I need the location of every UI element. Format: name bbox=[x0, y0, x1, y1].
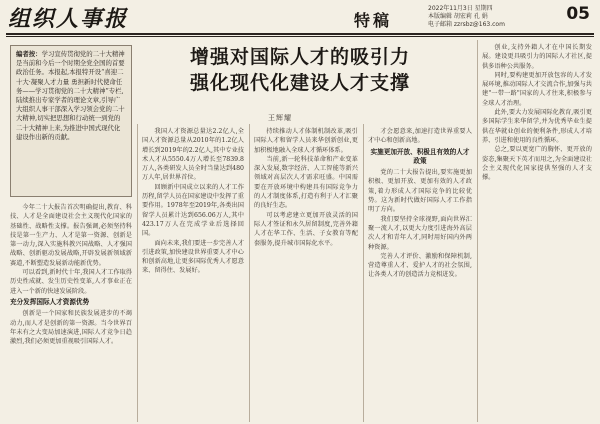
paragraph: 总之,要以更宽广的胸怀、更开放的姿态,集聚天下英才而用之,为全面建设社会主义现代化国家提供坚强的人才支撑。 bbox=[482, 146, 592, 182]
issue-meta bbox=[428, 5, 558, 29]
header-rule bbox=[6, 33, 594, 35]
paragraph: 面向未来,我们要进一步完善人才引进政策,加快建设世界重要人才中心和创新高地,让更多国际优秀人才愿意来、留得住、发展好。 bbox=[142, 239, 244, 275]
article-column-3 bbox=[254, 127, 358, 421]
subheading: 实施更加开放、积极且有效的人才政策 bbox=[370, 147, 470, 165]
article-byline: 王辉耀 bbox=[268, 114, 292, 122]
paragraph: 创新是一个国家和民族发展进步的不竭动力,而人才是创新的第一资源。当今世界百年未有之大变局加速演进,国际人才竞争日趋激烈,我们必须更加重视吸引国际人才。 bbox=[10, 310, 132, 346]
editor-note-label: 编者按： bbox=[16, 50, 42, 58]
article-column-5 bbox=[482, 43, 592, 421]
article-headline bbox=[140, 44, 460, 96]
column-divider bbox=[477, 40, 478, 422]
paragraph: 持续推动人才体制机制改革,吸引国际人才和留学人员来华创新创业,更加积极地融入全球人才循环体系。 bbox=[254, 128, 358, 154]
paragraph: 完善人才评价、激励和保障机制,营造尊重人才、爱护人才的社会氛围,让各类人才的创造活力竞相迸发。 bbox=[368, 252, 472, 279]
issue-editors: 本版编辑 胡宏莉 孔 娟 bbox=[428, 13, 488, 20]
page-number: 05 bbox=[566, 4, 590, 24]
issue-email: 电子邮箱 zzrsbz@163.com bbox=[428, 21, 505, 28]
subheading: 充分发挥国际人才资源优势 bbox=[10, 297, 90, 306]
header-rule-thin bbox=[6, 36, 594, 37]
column-divider bbox=[249, 124, 250, 422]
issue-date: 2022年11月3日 星期四 bbox=[428, 5, 493, 12]
paragraph: 我们要坚持全球视野,面向世界汇聚一流人才,以更大力度引进海外高层次人才和青年人才,同时用好国内外两种资源。 bbox=[368, 215, 472, 251]
paragraph: 党的二十大报告提出,要实施更加积极、更加开放、更加有效的人才政策,着力形成人才国际竞争的比较优势。这为新时代做好国际人才工作指明了方向。 bbox=[368, 169, 472, 214]
paragraph: 我国人才资源总量达2.2亿人,全国人才资源总量从2010年的1.2亿人增长到2019年的2.2亿人,其中专业技术人才从5550.4万人增长至7839.8万人,各类研发人员全时当量达到480万人年,居世界首位。 bbox=[142, 128, 244, 182]
masthead-logo: 组织人事报 bbox=[8, 6, 129, 32]
paragraph: 今年二十大报告首次明确提出,教育、科技、人才是全面建设社会主义现代化国家的基础性、战略性支撑。报告强调,必须坚持科技是第一生产力、人才是第一资源、创新是第一动力,深入实施科教兴国战略、人才强国战略、创新驱动发展战略,开辟发展新领域新赛道,不断塑造发展新动能新优势。 bbox=[10, 204, 132, 267]
editor-note-box bbox=[10, 45, 132, 197]
paragraph: 当前,新一轮科技革命和产业变革深入发展,数字经济、人工智能等新兴领域对高层次人才需求旺盛。中国需要在开放环境中构建具有国际竞争力的人才制度体系,打造有利于人才汇聚的良好生态。 bbox=[254, 155, 358, 210]
paragraph: 创业,支持外籍人才在中国长期发展。建设更具吸引力的国际人才社区,提供多语种公共服务。 bbox=[482, 44, 592, 70]
paragraph: 可以考虑建立更加开放灵活的国际人才签证和永久居留制度,完善外籍人才在华工作、生活、子女教育等配套服务,提升城市国际化水平。 bbox=[254, 211, 358, 247]
headline-line-2: 强化现代化建设人才支撑 bbox=[189, 72, 410, 94]
article-column-2 bbox=[142, 127, 244, 421]
column-divider bbox=[363, 124, 364, 422]
paragraph: 此外,要大力发展国际化教育,吸引更多国际学生来华留学,并为优秀毕业生提供在华就业创业的便利条件,形成人才培养、引进和使用的良性循环。 bbox=[482, 109, 592, 144]
article-column-1 bbox=[10, 203, 132, 421]
editor-note-text: 学习宣传贯彻党的二十大精神是当前和今后一个时期全党全国的首要政治任务。本报起,本报特开设“喜迎二十大·凝聚人才力量 勇担新时代使命任务——学习贯彻党的二十大精神”专栏,陆续推出专家学者的理论文章,引导广大组织人事干部深入学习领会党的二十大精神,切实把思想和行动统一到党的二十大精神上来,为推进中国式现代化建设作出新的贡献。 bbox=[16, 50, 125, 141]
headline-line-1: 增强对国际人才的吸引力 bbox=[189, 46, 410, 68]
section-title: 特稿 bbox=[354, 11, 393, 30]
article-column-4 bbox=[368, 127, 472, 421]
column-divider bbox=[137, 124, 138, 422]
paragraph: 可以看到,新时代十年,我国人才工作取得历史性成就、发生历史性变革,人才事业正在进入一个新的快速发展阶段。 bbox=[10, 269, 132, 295]
paragraph: 同时,要构建更加开放包容的人才发展环境,推动国际人才交流合作,加强与共建"一带一路"国家的人才往来,积极参与全球人才治理。 bbox=[482, 71, 592, 107]
paragraph: 回顾新中国成立以来的人才工作历程,留学人员在国家建设中发挥了重要作用。1978年至2019年,各类出国留学人员累计达到656.06万人,其中423.17万人在完成学业后选择回国。 bbox=[142, 183, 244, 238]
paragraph: 才会愿意来,加速打造世界重要人才中心和创新高地。 bbox=[368, 128, 472, 145]
